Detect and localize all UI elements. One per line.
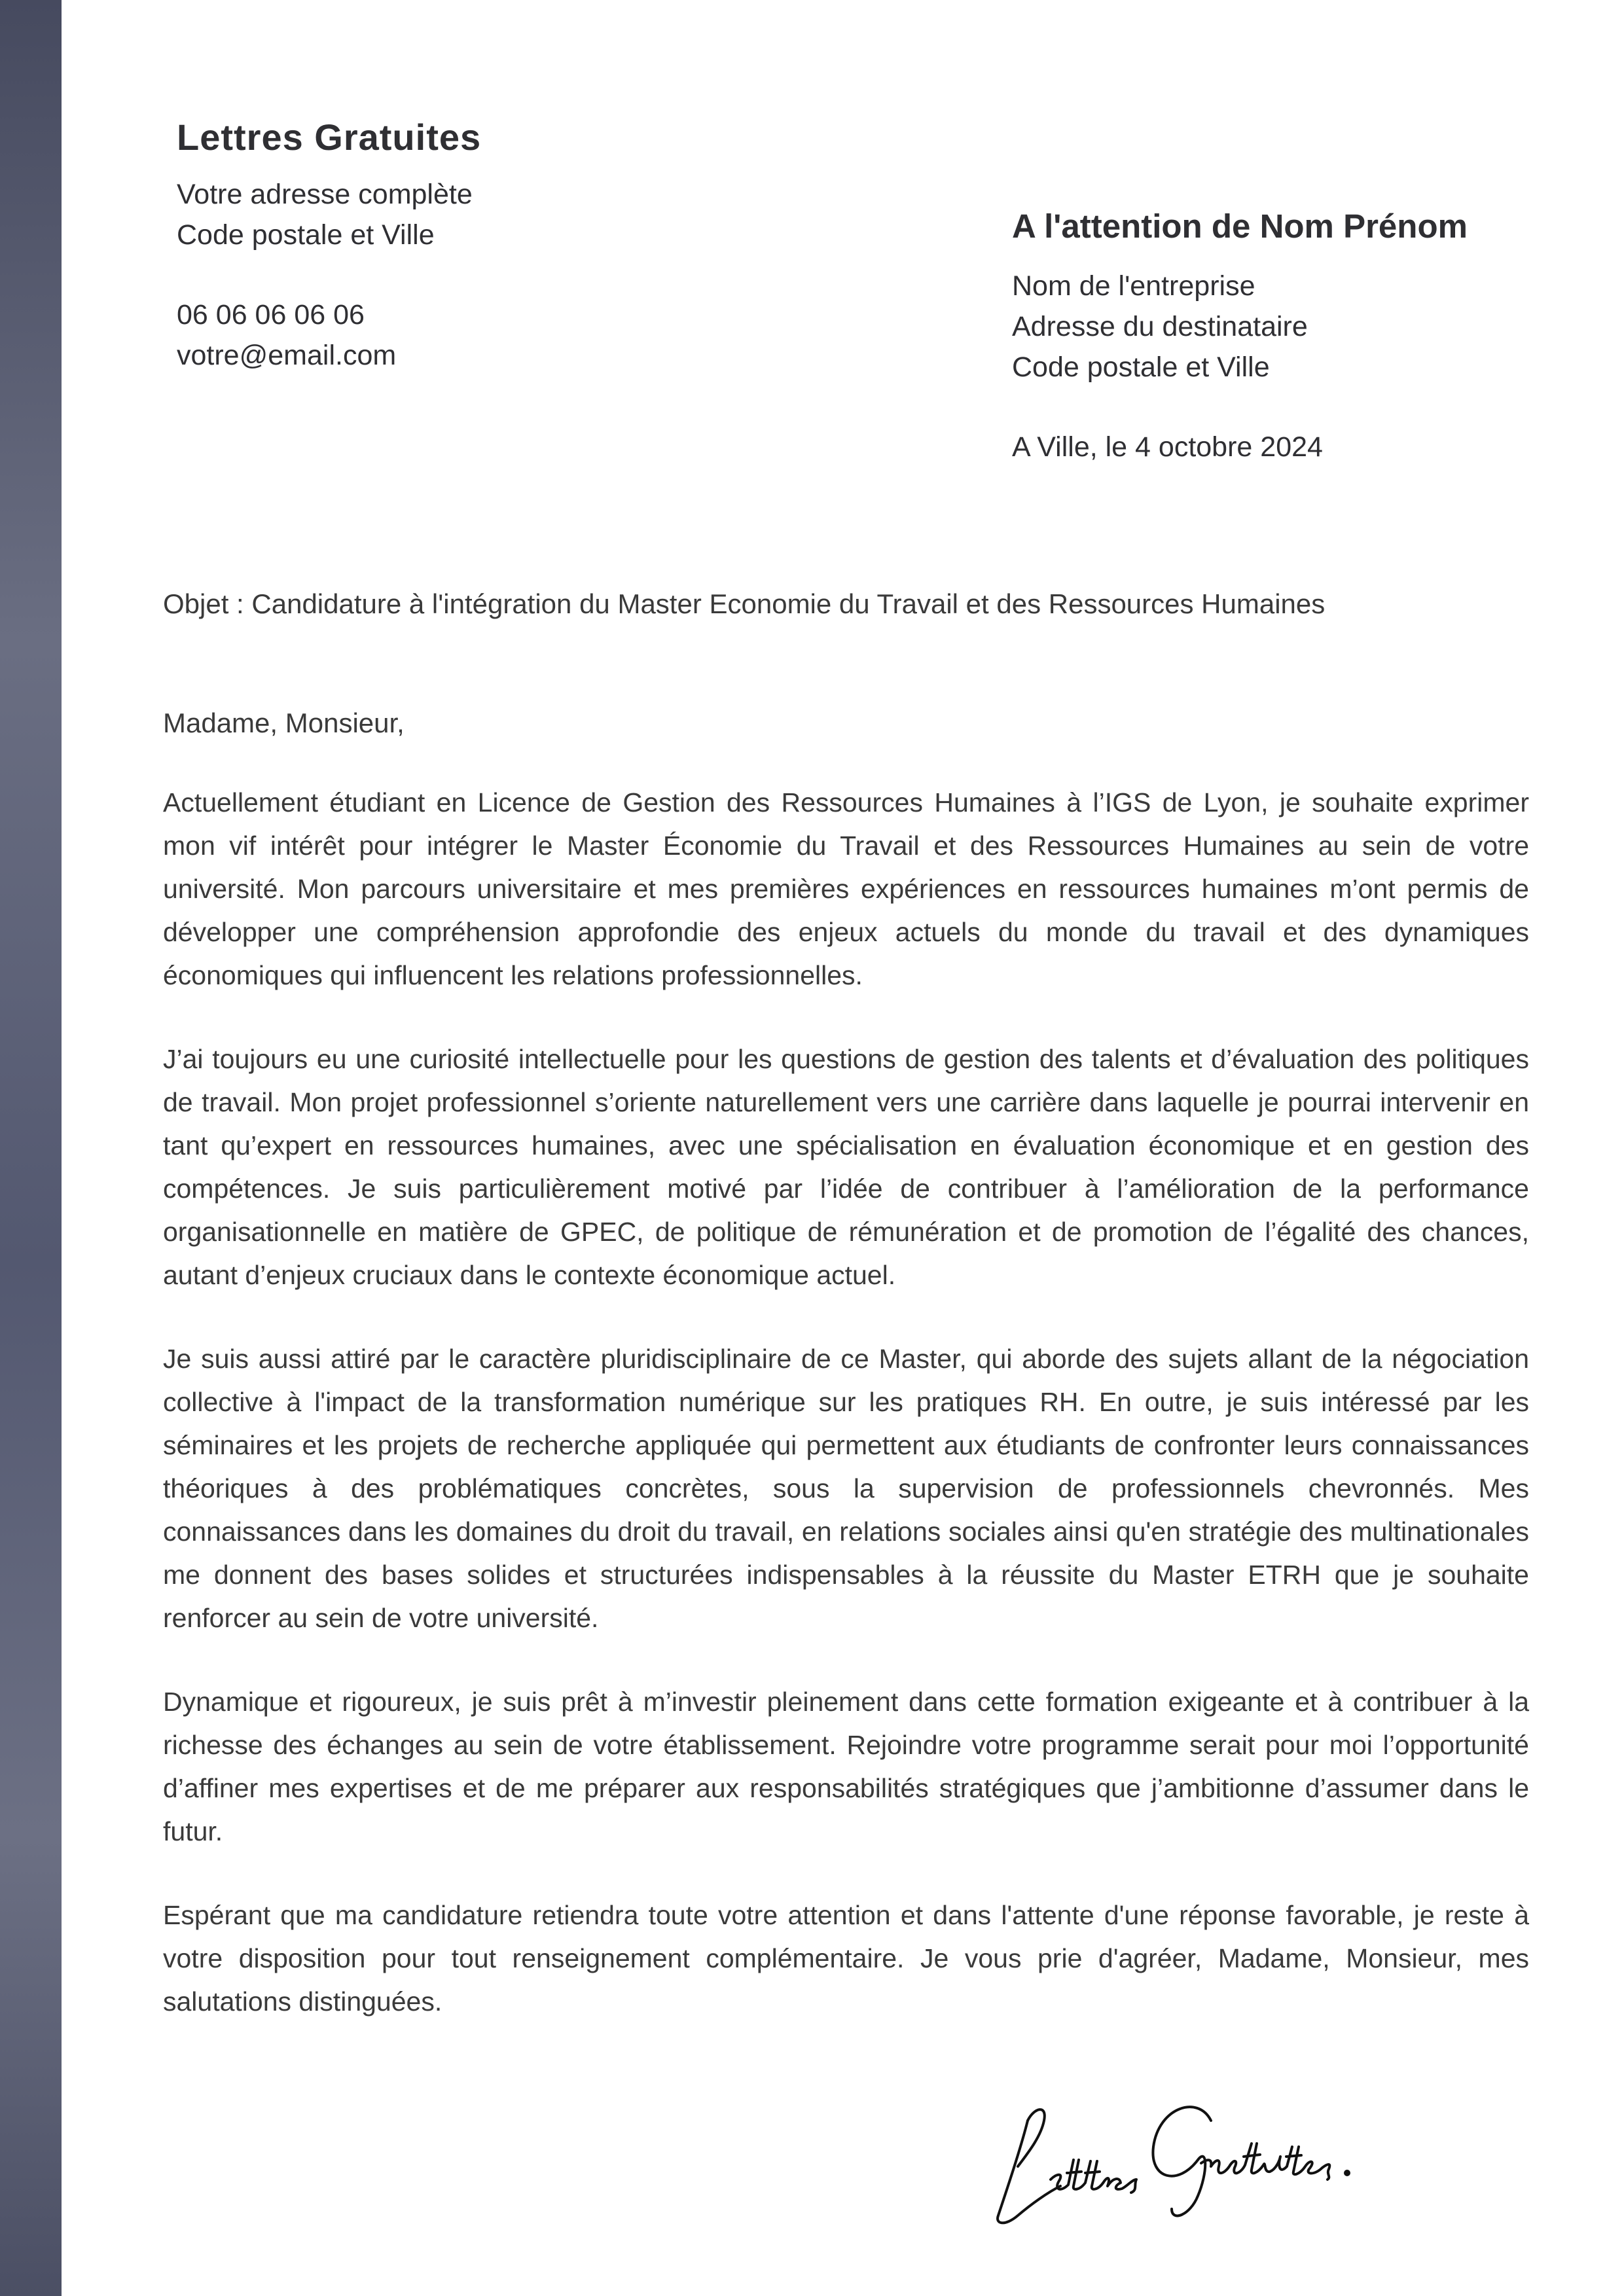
- handwritten-signature: [982, 2081, 1388, 2232]
- sender-spacer: [177, 255, 766, 295]
- body-paragraph: J’ai toujours eu une curiosité intellectuelle pour les questions de gestion des talents et d’évaluation des politiques de travail. Mon projet professionnel s’oriente naturellement vers une carrière dans laquelle je pourrai intervenir en tant qu’expert en ressources humaines, avec une spécialisation en évaluation économique et en gestion des compétences. Je suis particulièrement motivé par l’idée de contribuer à l’amélioration de la performance organisationnelle en matière de GPEC, de politique de rémunération et de promotion de l’égalité des chances, autant d’enjeux cruciaux dans le contexte économique actuel.: [163, 1044, 1529, 1290]
- letter-date: A Ville, le 4 octobre 2024: [1012, 431, 1323, 463]
- decorative-side-band: [0, 0, 62, 2296]
- sender-name: Lettres Gratuites: [177, 117, 482, 158]
- body-paragraph: Espérant que ma candidature retiendra toute votre attention et dans l'attente d'une réponse favorable, je reste à votre disposition pour tout renseignement complémentaire. Je vous prie d'agréer, Madame, Monsieur, mes salutations distinguées.: [163, 1900, 1529, 2017]
- body-paragraph: Je suis aussi attiré par le caractère pluridisciplinaire de ce Master, qui aborde des sujets allant de la négociation collective à l'impact de la transformation numérique sur les pratiques RH. En outre, je suis intéressé par les séminaires et les projets de recherche appliquée qui permettent aux étudiants de confronter leurs connaissances théoriques à des problématiques concrètes, sous la supervision de professionnels chevronnés. Mes connaissances dans les domaines du droit du travail, en relations sociales ainsi qu'en stratégie des multinationales me donnent des bases solides et structurées indispensables à la réussite du Master ETRH que je souhaite renforcer au sein de votre université.: [163, 1344, 1529, 1633]
- body-paragraph: Actuellement étudiant en Licence de Gestion des Ressources Humaines à l’IGS de Lyon, je souhaite exprimer mon vif intérêt pour intégrer le Master Économie du Travail et des Ressources Humaines au sein de votre université. Mon parcours universitaire et mes premières expériences en ressources humaines m’ont permis de développer une compréhension approfondie des enjeux actuels du monde du travail et des dynamiques économiques qui influencent les relations professionnelles.: [163, 787, 1529, 990]
- letter-subject: Objet : Candidature à l'intégration du Master Economie du Travail et des Ressources Humaines: [163, 588, 1326, 619]
- recipient-address: Adresse du destinataire: [1012, 311, 1308, 342]
- letter-body: [163, 781, 1529, 2023]
- sender-block: [177, 111, 766, 376]
- recipient-attention: A l'attention de Nom Prénom: [1012, 207, 1468, 245]
- body-paragraph: Dynamique et rigoureux, je suis prêt à m’investir pleinement dans cette formation exigeante et à contribuer à la richesse des échanges au sein de votre établissement. Rejoindre votre programme serait pour moi l’opportunité d’affiner mes expertises et de me préparer aux responsabilités stratégiques que j’ambitionne d’assumer dans le futur.: [163, 1687, 1529, 1846]
- sender-city: Code postale et Ville: [177, 219, 435, 251]
- letter-salutation: Madame, Monsieur,: [163, 708, 405, 738]
- recipient-company: Nom de l'entreprise: [1012, 270, 1255, 302]
- sender-phone: 06 06 06 06 06: [177, 299, 365, 331]
- sender-address: Votre adresse complète: [177, 179, 473, 210]
- recipient-city: Code postale et Ville: [1012, 351, 1270, 383]
- sender-email: votre@email.com: [177, 340, 397, 371]
- recipient-block: [1012, 200, 1601, 467]
